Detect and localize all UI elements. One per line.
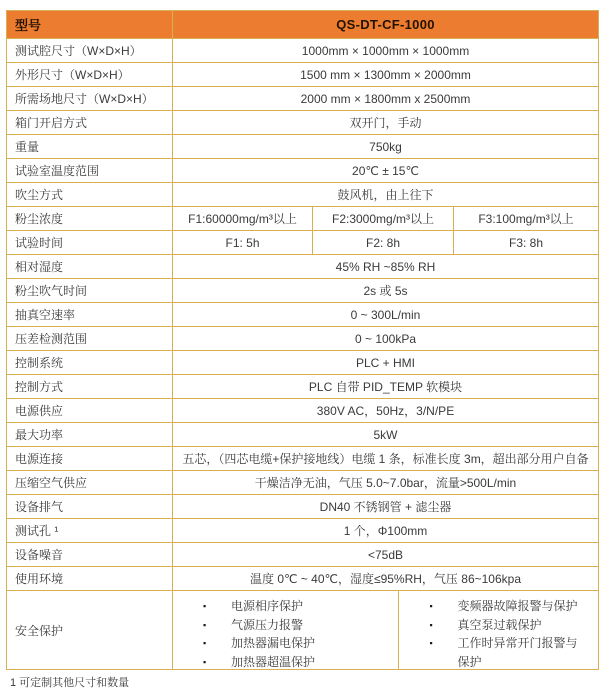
- spec-label: 使用环境: [7, 567, 173, 591]
- spec-label: 测试孔 ¹: [7, 519, 173, 543]
- table-row: [7, 351, 599, 375]
- table-row: [7, 495, 599, 519]
- spec-label: 测试腔尺寸（W×D×H）: [7, 39, 173, 63]
- spec-label: 设备噪音: [7, 543, 173, 567]
- spec-label: 压差检测范围: [7, 327, 173, 351]
- safety-item-label: 变频器故障报警与保护: [457, 599, 578, 613]
- spec-label: 所需场地尺寸（W×D×H）: [7, 87, 173, 111]
- spec-label: 相对湿度: [7, 255, 173, 279]
- spec-label: 电源供应: [7, 399, 173, 423]
- spec-value: <75dB: [173, 543, 599, 567]
- spec-value: 温度 0℃ ~ 40℃，湿度≤95%RH，气压 86~106kpa: [173, 567, 599, 591]
- spec-label: 设备排气: [7, 495, 173, 519]
- spec-label: 外形尺寸（W×D×H）: [7, 63, 173, 87]
- spec-label: 控制方式: [7, 375, 173, 399]
- spec-value: 5kW: [173, 423, 599, 447]
- safety-item: [203, 653, 398, 670]
- safety-item-label: 加热器超温保护: [231, 654, 316, 669]
- safety-item: [203, 616, 398, 635]
- table-row: [7, 63, 599, 87]
- table-row: [7, 159, 599, 183]
- spec-label: 压缩空气供应: [7, 471, 173, 495]
- safety-items-left: [173, 591, 398, 669]
- bullet-icon: ▪: [203, 601, 207, 611]
- spec-value: 0 ~ 100kPa: [173, 327, 599, 351]
- spec-value: 干燥洁净无油，气压 5.0~7.0bar，流量>500L/min: [173, 471, 599, 495]
- spec-value: DN40 不锈钢管 + 滤尘器: [173, 495, 599, 519]
- safety-item-label: 气源压力报警: [231, 617, 304, 632]
- bullet-icon: ▪: [429, 638, 433, 648]
- table-row: [7, 567, 599, 591]
- spec-value: 鼓风机，由上往下: [173, 183, 599, 207]
- spec-value-f1: F1: 5h: [173, 231, 313, 255]
- spec-label: 电源连接: [7, 447, 173, 471]
- table-row: [7, 399, 599, 423]
- spec-value: 750kg: [173, 135, 599, 159]
- spec-value: 2000 mm × 1800mm x 2500mm: [173, 87, 599, 111]
- table-row-test-time: [7, 231, 599, 255]
- spec-label: 粉尘吹气时间: [7, 279, 173, 303]
- spec-value: PLC 自带 PID_TEMP 软模块: [173, 375, 599, 399]
- spec-value-f3: F3: 8h: [454, 231, 599, 255]
- spec-value-f1: F1:60000mg/m³以上: [173, 207, 313, 231]
- spec-label: 粉尘浓度: [7, 207, 173, 231]
- spec-value: 1 个，Φ100mm: [173, 519, 599, 543]
- spec-value: 1500 mm × 1300mm × 2000mm: [173, 63, 599, 87]
- safety-items-cell: [173, 591, 599, 670]
- table-row: [7, 447, 599, 471]
- spec-value: 45% RH ~85% RH: [173, 255, 599, 279]
- safety-item: [203, 634, 398, 653]
- spec-value: 380V AC，50Hz，3/N/PE: [173, 399, 599, 423]
- bullet-icon: ▪: [429, 601, 433, 611]
- spec-value-f2: F2:3000mg/m³以上: [313, 207, 454, 231]
- spec-value: 0 ~ 300L/min: [173, 303, 599, 327]
- table-row-dust-concentration: [7, 207, 599, 231]
- spec-label: 重量: [7, 135, 173, 159]
- safety-items-right: [398, 591, 598, 669]
- table-row: [7, 279, 599, 303]
- specification-table: [6, 10, 599, 670]
- safety-item: [429, 634, 598, 670]
- table-row: [7, 543, 599, 567]
- bullet-icon: ▪: [203, 656, 207, 667]
- table-row: [7, 327, 599, 351]
- spec-value: 双开门，手动: [173, 111, 599, 135]
- table-row: [7, 303, 599, 327]
- model-number: QS-DT-CF-1000: [173, 11, 599, 39]
- spec-label: 试验室温度范围: [7, 159, 173, 183]
- spec-label: 抽真空速率: [7, 303, 173, 327]
- table-row: [7, 135, 599, 159]
- spec-value: PLC + HMI: [173, 351, 599, 375]
- bullet-icon: ▪: [429, 619, 433, 630]
- safety-item: [203, 597, 398, 616]
- table-row: [7, 423, 599, 447]
- safety-item-label: 电源相序保护: [231, 599, 304, 613]
- table-header-row: [7, 11, 599, 39]
- safety-item: [429, 597, 598, 616]
- table-row-safety-protection: [7, 591, 599, 670]
- spec-value: 1000mm × 1000mm × 1000mm: [173, 39, 599, 63]
- spec-value-f2: F2: 8h: [313, 231, 454, 255]
- spec-value: 20℃ ± 15℃: [173, 159, 599, 183]
- table-row: [7, 111, 599, 135]
- spec-value: 五芯，（四芯电缆+保护接地线）电缆 1 条，标准长度 3m，超出部分用户自备: [173, 447, 599, 471]
- safety-item: [429, 616, 598, 635]
- spec-label: 安全保护: [7, 591, 173, 670]
- bullet-icon: ▪: [203, 638, 207, 648]
- table-row: [7, 183, 599, 207]
- table-row: [7, 87, 599, 111]
- table-row: [7, 375, 599, 399]
- spec-label: 吹尘方式: [7, 183, 173, 207]
- table-row: [7, 255, 599, 279]
- spec-label: 试验时间: [7, 231, 173, 255]
- spec-value: 2s 或 5s: [173, 279, 599, 303]
- spec-label: 控制系统: [7, 351, 173, 375]
- safety-item-label: 真空泵过载保护: [457, 617, 542, 632]
- spec-label: 最大功率: [7, 423, 173, 447]
- safety-item-label: 加热器漏电保护: [231, 636, 316, 650]
- table-row: [7, 471, 599, 495]
- model-header-label: 型号: [7, 11, 173, 39]
- safety-item-label: 工作时异常开门报警与保护: [457, 636, 578, 669]
- footnote: 1 可定制其他尺寸和数量: [10, 677, 130, 689]
- table-row: [7, 39, 599, 63]
- spec-value-f3: F3:100mg/m³以上: [454, 207, 599, 231]
- table-row: [7, 519, 599, 543]
- bullet-icon: ▪: [203, 619, 207, 630]
- spec-label: 箱门开启方式: [7, 111, 173, 135]
